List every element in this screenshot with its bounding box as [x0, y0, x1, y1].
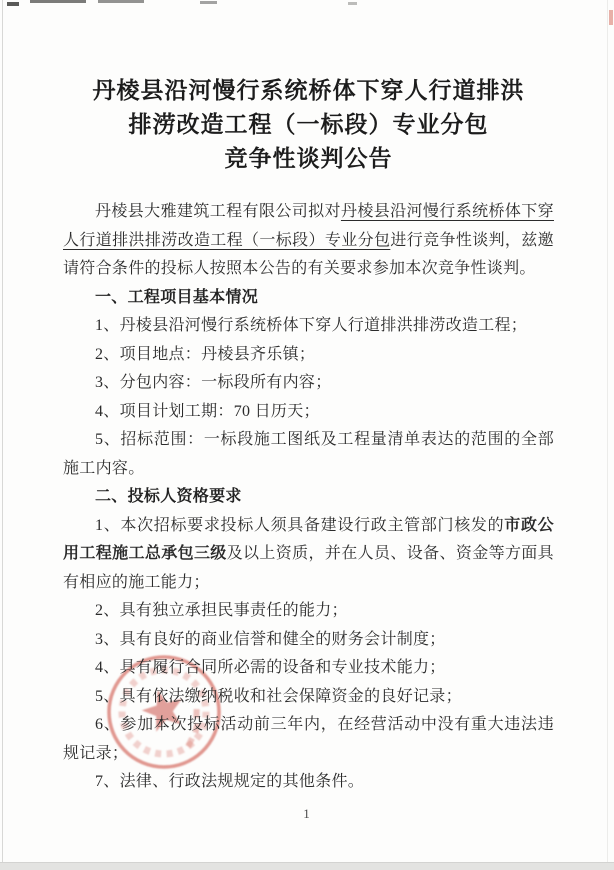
section2-item: 7、法律、行政法规规定的其他条件。 [95, 773, 365, 790]
page-number: 1 [303, 806, 311, 821]
scan-edge-bottom [0, 862, 614, 870]
intro-project-name-underlined: 丹棱县沿河慢行系统桥体下穿人行道排洪排涝改造工程（一标段）专业分包 [63, 203, 554, 249]
title-line-2: 排涝改造工程（一标段）专业分包 [128, 112, 489, 137]
section2-heading: 二、投标人资格要求 [95, 488, 242, 505]
section1-heading: 一、工程项目基本情况 [95, 288, 259, 306]
section1-item: 1、丹棱县沿河慢行系统桥体下穿人行道排洪排涝改造工程； [95, 317, 528, 334]
req1-suffix: 及以上资质，并在人员、设备、资金等方面具有相应的施工能力； [63, 545, 554, 591]
section2-item: 2、具有独立承担民事责任的能力； [95, 602, 348, 619]
section2-item: 5、具有依法缴纳税收和社会保障资金的良好记录； [95, 687, 462, 705]
section2-item: 3、具有良好的商业信誉和健全的财务会计制度； [95, 630, 446, 648]
title-line-3: 竞争性谈判公告 [224, 146, 393, 171]
section2-item [63, 512, 554, 598]
section1-item: 5、招标范围：一标段施工图纸及工程量清单表达的范围的全部施工内容。 [63, 431, 554, 477]
section1-item: 4、项目计划工期：70 日历天； [95, 402, 320, 420]
section1-item: 3、分包内容：一标段所有内容； [95, 374, 332, 391]
req1-qualification-bold: 市政公用工程施工总承包三级 [63, 516, 554, 562]
intro-suffix: 进行竞争性谈判，兹邀请符合条件的投标人按照本公告的有关要求参加本次竞争性谈判。 [63, 231, 554, 277]
title-line-1: 丹棱县沿河慢行系统桥体下穿人行道排洪 [92, 78, 525, 103]
section2-item: 4、具有履行合同所必需的设备和专业技术能力； [95, 659, 446, 676]
intro-paragraph [63, 198, 554, 284]
req1-prefix: 1、本次招标要求投标人须具备建设行政主管部门核发的 [95, 516, 505, 534]
document-title [63, 74, 554, 176]
section1-item: 2、项目地点：丹棱县齐乐镇； [95, 345, 316, 363]
section2-item: 6、参加本次投标活动前三年内，在经营活动中没有重大违法违规记录； [63, 716, 554, 762]
intro-prefix: 丹棱县大雅建筑工程有限公司拟对 [95, 203, 341, 220]
